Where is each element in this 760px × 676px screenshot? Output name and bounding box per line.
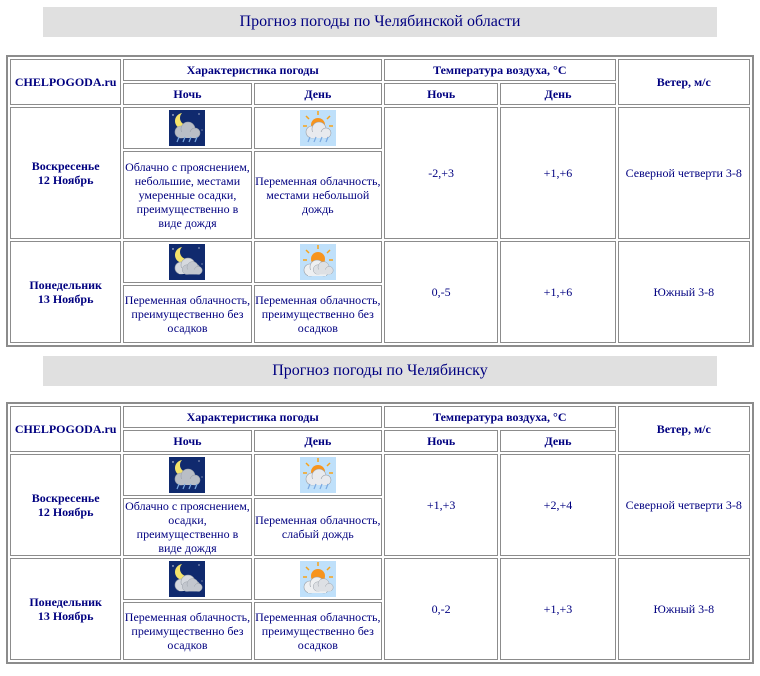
night-icon-cell bbox=[123, 454, 251, 496]
day-icon-cell bbox=[254, 241, 382, 283]
sun-cloud-rain-icon bbox=[300, 457, 336, 493]
weather-characteristics-header: Характеристика погоды bbox=[123, 406, 382, 428]
day-description: Переменная облачность, преимущественно без осадков bbox=[254, 285, 382, 343]
day-description: Переменная облачность, преимущественно без осадков bbox=[254, 602, 382, 660]
sun-clouds-icon bbox=[300, 561, 336, 597]
day-icon-cell bbox=[254, 454, 382, 496]
wind-header: Ветер, м/с bbox=[618, 59, 750, 105]
night-description: Облачно с прояснением, небольшие, местами умеренные осадки, преимущественно в виде дождя bbox=[123, 151, 251, 239]
temperature-day-header: День bbox=[500, 430, 615, 452]
weekday: Понедельник bbox=[29, 595, 102, 609]
temperature-day-header: День bbox=[500, 83, 615, 105]
temperature-night-header: Ночь bbox=[384, 430, 498, 452]
temp-night: 0,-5 bbox=[384, 241, 498, 343]
temp-day: +2,+4 bbox=[500, 454, 615, 556]
region-forecast-title: Прогноз погоды по Челябинской области bbox=[43, 7, 717, 37]
weekday: Воскресенье bbox=[31, 159, 100, 173]
sun-cloud-rain-icon bbox=[300, 110, 336, 146]
site-name: CHELPOGODA.ru bbox=[10, 59, 121, 105]
air-temperature-header: Температура воздуха, °С bbox=[384, 406, 616, 428]
wind-value: Северной четверти 3-8 bbox=[618, 107, 750, 239]
air-temperature-header: Температура воздуха, °С bbox=[384, 59, 616, 81]
day-label bbox=[10, 241, 121, 343]
characteristics-day-header: День bbox=[254, 430, 382, 452]
day-label bbox=[10, 107, 121, 239]
city-forecast-title: Прогноз погоды по Челябинску bbox=[43, 356, 717, 386]
region-forecast-table bbox=[6, 55, 754, 347]
night-description: Переменная облачность, преимущественно без осадков bbox=[123, 285, 251, 343]
temp-night: 0,-2 bbox=[384, 558, 498, 660]
day-description: Переменная облачность, слабый дождь bbox=[254, 498, 382, 556]
characteristics-day-header: День bbox=[254, 83, 382, 105]
wind-value: Южный 3-8 bbox=[618, 558, 750, 660]
site-name: CHELPOGODA.ru bbox=[10, 406, 121, 452]
city-forecast-table bbox=[6, 402, 754, 664]
date: 13 Ноябрь bbox=[37, 292, 94, 306]
date: 12 Ноябрь bbox=[37, 173, 94, 187]
day-label bbox=[10, 558, 121, 660]
day-label bbox=[10, 454, 121, 556]
date: 13 Ноябрь bbox=[37, 609, 94, 623]
temp-night: -2,+3 bbox=[384, 107, 498, 239]
temp-day: +1,+6 bbox=[500, 241, 615, 343]
moon-clouds-rain-icon bbox=[169, 457, 205, 493]
moon-clouds-icon bbox=[169, 561, 205, 597]
wind-header: Ветер, м/с bbox=[618, 406, 750, 452]
moon-clouds-rain-icon bbox=[169, 110, 205, 146]
night-icon-cell bbox=[123, 241, 251, 283]
night-description: Облачно с прояснением, осадки, преимущественно в виде дождя bbox=[125, 499, 250, 555]
temperature-night-header: Ночь bbox=[384, 83, 498, 105]
temp-day: +1,+3 bbox=[500, 558, 615, 660]
night-icon-cell bbox=[123, 558, 251, 600]
moon-clouds-icon bbox=[169, 244, 205, 280]
sun-clouds-icon bbox=[300, 244, 336, 280]
temp-day: +1,+6 bbox=[500, 107, 615, 239]
day-icon-cell bbox=[254, 107, 382, 149]
day-description: Переменная облачность, местами небольшой дождь bbox=[254, 151, 382, 239]
wind-value: Северной четверти 3-8 bbox=[618, 454, 750, 556]
wind-value: Южный 3-8 bbox=[618, 241, 750, 343]
characteristics-night-header: Ночь bbox=[123, 430, 251, 452]
characteristics-night-header: Ночь bbox=[123, 83, 251, 105]
date: 12 Ноябрь bbox=[37, 505, 94, 519]
weekday: Понедельник bbox=[29, 278, 102, 292]
day-icon-cell bbox=[254, 558, 382, 600]
night-description: Переменная облачность, преимущественно без осадков bbox=[123, 602, 251, 660]
night-icon-cell bbox=[123, 107, 251, 149]
weekday: Воскресенье bbox=[31, 491, 100, 505]
weather-characteristics-header: Характеристика погоды bbox=[123, 59, 382, 81]
temp-night: +1,+3 bbox=[384, 454, 498, 556]
